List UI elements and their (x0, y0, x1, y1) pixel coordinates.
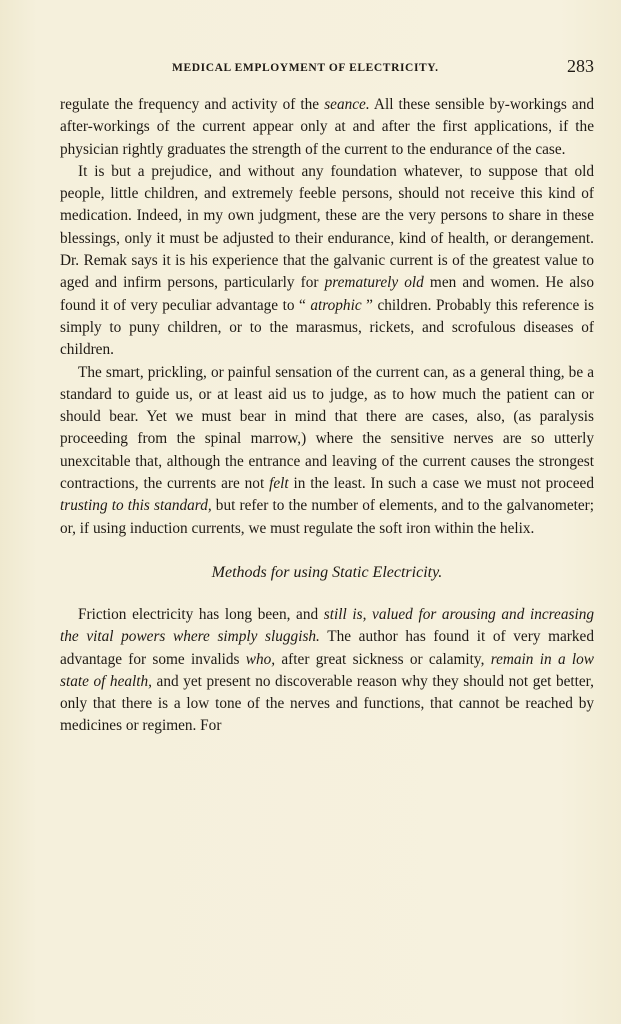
italic-run: remain in a low state of health, (60, 650, 594, 690)
paragraph-2 (60, 161, 594, 362)
italic-run: seance. (324, 96, 370, 113)
text-run: but refer to the number of elements, and to the galvanometer; or, if using induction currents, we must regulate the soft iron within the helix. (60, 497, 594, 537)
paragraph-1 (60, 94, 594, 161)
text-run: The smart, prickling, or painful sensation of the current can, as a general thing, be a standard to guide us, or at least aid us to judge, as to how much the patient can or should bear. Yet we must bear in mind that there are cases, also, (as paralysis proceeding from the spinal marrow,) where the sensitive nerves are so utterly unexcitable that, although the entrance and leaving of the current causes the strongest contractions, the currents are not (60, 363, 594, 493)
text-run: Friction electricity has long been, and (78, 605, 324, 623)
italic-run: still is, valued for arousing and increasing the vital powers where simply sluggish. (60, 605, 594, 646)
italic-run: atrophic (310, 296, 362, 314)
italic-run: trusting to this standard, (60, 497, 212, 515)
text-run: and yet present no discoverable reason why they should not get better, only that there is a low tone of the nerves and functions, that cannot be reached by medicines or regimen. For (60, 672, 594, 735)
italic-run: prematurely old (324, 274, 424, 292)
italic-run: felt (269, 475, 289, 493)
text-run: men and women. He also found it of very peculiar advantage to “ (60, 274, 594, 314)
page-number: 283 (567, 56, 594, 76)
text-run: It is but a prejudice, and without any foundation whatever, to suppose that old people, little children, and extremely feeble persons, should not receive this kind of medication. Indeed, in my own judgment, these are the very persons to share in these blessings, only it must be adjusted to their endurance, kind of health, or derangement. Dr. Remak says it is his experience that the galvanic current is of the greatest value to aged and infirm persons, particularly for (60, 162, 594, 292)
running-head: MEDICAL EMPLOYMENT OF ELECTRICITY. (172, 62, 439, 74)
section-heading: Methods for using Static Electricity. (211, 563, 443, 581)
italic-run: who, (245, 650, 276, 668)
paragraph-4 (60, 604, 594, 738)
text-run: The author has found it of very marked advantage for some invalids (60, 628, 594, 668)
text-run: in the least. In such a case we must not proceed (288, 475, 594, 493)
page-header (60, 56, 594, 80)
text-run: after great sickness or calamity, (275, 650, 491, 668)
text-run: regulate the frequency and activity of the (60, 96, 325, 113)
paragraph-3 (60, 362, 594, 540)
body-text (60, 94, 594, 738)
text-run: ” children. Probably this reference is simply to puny children, or to the marasmus, rickets, and scrofulous diseases of children. (60, 296, 594, 359)
text-run: All these sensible by-workings and after-workings of the current appear only at and after the first applications, if the physician rightly graduates the strength of the current to the endurance of the case. (60, 96, 594, 158)
